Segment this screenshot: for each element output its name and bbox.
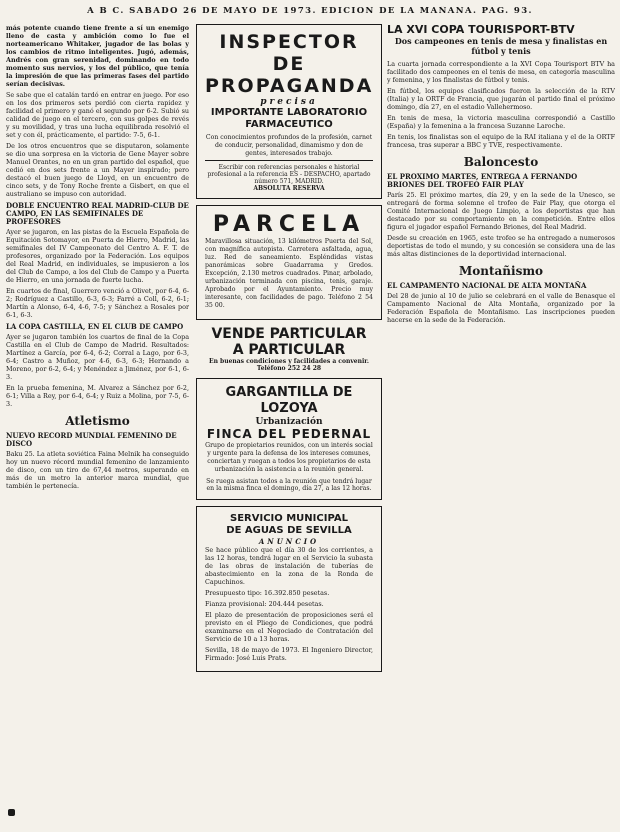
article-paragraph: Ayer se jugaron también los cuartos de final de la Copa Castilla en el Club de Campo de Madrid. Resultados: Martínez a García, por 6-4, 6-2; Corral a Lago, por 6-3, 6-4; Castro a Muñoz, por 4-6, 6-3, 6-3; Hernando a Moreno, por 6-2, 6-4; y Menéndez a Jiménez, por 6-1, 6-3. (6, 333, 189, 381)
article-paragraph: En tenis, los finalistas son el equipo de la RAI italiana y el de la ORTF francesa, tras superar a BBC y TVE, respectivamente. (387, 133, 615, 149)
ad-title: INSPECTOR DE (219, 31, 359, 75)
section-heading: NUEVO RECORD MUNDIAL FEMENINO DE DISCO (6, 431, 177, 448)
section-heading: EL CAMPAMENTO NACIONAL DE ALTA MONTAÑA (387, 281, 587, 290)
ad-body: Se hace público que el día 30 de los corrientes, a las 12 horas, tendrá lugar en el Servicio la subasta de las obras de instalación de tuberías de abastecimiento en la zona de la Ronda de Capuchinos. (205, 546, 373, 587)
ad-body: Maravillosa situación, 13 kilómetros Puerta del Sol, con magnífica autopista. Carretera asfaltada, agua, luz. Red de saneamiento. Espléndidas vistas panorámicas sobre Guadarrama y Gredos. Excepción, 2.130 metros cuadrados. Pinar, arbolado, urbanización terminada con piscina, tenis, garaje. Aprobado por el Ayuntamiento. Precio muy interesante, con facilidades de pago. Teléfono 2 54 35 00. (205, 238, 373, 310)
article-paragraph: En cuartos de final, Guerrero venció a Olivet, por 6-4, 6-2; Rodríguez a Castillo, 6-3, 6-3; Farré a Coll, 6-2, 6-1; Martín a Alonso, 6-4, 4-6, 7-5; y Sánchez a Rosales por 6-1, 6-3. (6, 287, 189, 319)
ad-body: Grupo de propietarios reunidos, con un interés social y urgente para la defensa de los intereses comunes, conciertan y ruegan a todos los propietarios de esta urbanización la asistencia a la reunión general. (205, 442, 373, 473)
section-title: Baloncesto (463, 155, 539, 169)
ad-title: GARGANTILLA DE LOZOYA (225, 385, 353, 417)
article-paragraph: Se sabe que el catalán tardó en entrar en juego. Por eso en los dos primeros sets perdió con cierta rapidez y facilidad el primero y ganó el segundo por 6-2. Subió su calidad de juego en el tercero, con sus golpes de revés y su movilidad, y tras una lucha equilibrada resolvió el set y con él, prácticamente, el partido: 7-5, 6-1. (6, 91, 189, 139)
page-mark (8, 809, 15, 816)
ad-title: FINCA DEL PEDERNAL (206, 427, 372, 442)
ad-parcela (196, 205, 382, 320)
ad-vende (196, 326, 382, 372)
column-middle-ads (196, 24, 382, 824)
ad-title: VENDE PARTICULAR (211, 326, 367, 343)
ad-subtitle: ANUNCIO (258, 537, 320, 547)
article-title: LA XVI COPA TOURISPORT-BTV (387, 24, 575, 36)
section-title: Montañismo (458, 264, 544, 278)
ad-body: Presupuesto tipo: 16.392.850 pesetas. (205, 589, 330, 598)
article-paragraph: De los otros encuentros que se disputaron, solamente se dio una sorpresa en la victoria de Gene Mayer sobre Manuel Orantes, no en un gran partido del español, que cedió en dos sets frente a un Mayer inspirado; pero destacó el buen juego de Lloyd, en un encuentro de cinco sets, y de Tony Roche frente a Gisbert, en que el australiano se impuso con autoridad. (6, 142, 189, 198)
ad-title: PROPAGANDA (205, 75, 374, 97)
article-paragraph: Desde su creación en 1965, este trofeo se ha entregado a numerosos deportistas de todo el mundo, y su concesión se considera una de las más altas distinciones de la deportividad internacional. (387, 234, 615, 258)
section-heading: EL PROXIMO MARTES, ENTREGA A FERNANDO BRIONES DEL TROFEO FAIR PLAY (387, 172, 578, 189)
ad-servicio (196, 506, 382, 672)
ad-title: SERVICIO MUNICIPAL (230, 513, 348, 525)
article-paragraph: Del 28 de junio al 10 de julio se celebrará en el valle de Benasque el Campamento Nacional de Alta Montaña, organizado por la Federación Española de Montañismo. Las inscripciones pueden hacerse en la sede de la Federación. (387, 292, 615, 324)
column-left (6, 24, 189, 824)
ad-body: El plazo de presentación de proposiciones será el previsto en el Pliego de Condiciones, que podrá examinarse en el Negociado de Contratación del Servicio de 10 a 13 horas. (205, 611, 373, 644)
ad-note: En buenas condiciones y facilidades a convenir. Teléfono 252 24 28 (209, 358, 369, 373)
article-paragraph: La cuarta jornada correspondiente a la XVI Copa Tourisport BTV ha facilitado dos campeones en el tenis de mesa, en categoría masculina y femenina, y los finalistas de fútbol y tenis. (387, 60, 615, 84)
ad-title: DE AGUAS DE SEVILLA (226, 525, 352, 537)
ad-footer: ABSOLUTA RESERVA (253, 185, 325, 193)
ad-title: A PARTICULAR (232, 342, 346, 359)
article-paragraph: París 25. El próximo martes, día 29, y en la sede de la Unesco, se entregará de forma solemne el trofeo de Fair Play, que otorga el Comité Internacional de Juego Limpio, a los deportistas que han destacado por su comportamiento en la competición. Entre ellos figura el jugador español Fernando Briones, del Real Madrid. (387, 191, 615, 231)
ad-body: Con conocimientos profundos de la profesión, carnet de conducir, personalidad, dinamismo y don de gentes, interesados trabajo. (205, 134, 373, 157)
ad-inspector (196, 24, 382, 199)
ad-subtitle: Urbanización (255, 417, 323, 428)
article-paragraph: En fútbol, los equipos clasificados fueron la selección de la RTV (Italia) y la ORTF de Francia, que jugarán el partido final el próximo domingo, día 27, en el estadio Vallehermoso. (387, 87, 615, 111)
ad-body: Sevilla, 18 de mayo de 1973. El Ingeniero Director, Firmado: José Luis Prats. (205, 646, 373, 663)
ad-company: IMPORTANTE LABORATORIO (210, 107, 368, 118)
ad-note: Se ruega asistan todos a la reunión que tendrá lugar en la misma finca el domingo, día 27, a las 12 horas. (206, 477, 372, 493)
article-paragraph: Ayer se jugaron, en las pistas de la Escuela Española de Equitación Sotomayor, en Puerta de Hierro, Madrid, las semifinales del IV Campeonato del Centro A. F. T. de profesores, organizado por la Federación. Los equipos del Real Madrid, en individuales, se impusieron a los del Club de Campo, a los del Club de Campo y a Puerta de Hierro, en una jornada de fuerte lucha. (6, 228, 189, 284)
ad-note: Escribir con referencias personales e historial profesional a la referencia ES - DESPACHO, apartado número 571, MADRID. (207, 164, 371, 186)
ad-lozoya (196, 378, 382, 500)
article-paragraph: En tenis de mesa, la victoria masculina correspondió a Castillo (España) y la femenina a la francesa Suzanne Laroche. (387, 114, 615, 130)
article-paragraph: Baku 25. La atleta soviética Faina Melnik ha conseguido hoy un nuevo récord mundial femenino de lanzamiento de disco, con un tiro de 67,44 metros, superando en más de un metro la anterior marca mundial, que también le pertenecía. (6, 450, 189, 490)
article-paragraph: En la prueba femenina, M. Alvarez a Sánchez por 6-2, 6-1; Villa a Rey, por 6-4, 6-4; y Ruiz a Molina, por 7-5, 6-3. (6, 384, 189, 408)
ad-body: Fianza provisional: 204.444 pesetas. (205, 600, 324, 609)
section-heading: LA COPA CASTILLA, EN EL CLUB DE CAMPO (6, 322, 184, 331)
ad-subtitle: precisa (260, 97, 318, 107)
page-header: A B C. SABADO 26 DE MAYO DE 1973. EDICION DE LA MAÑANA. PAG. 93. (87, 6, 533, 16)
ad-title: PARCELA (212, 212, 366, 238)
article-subtitle: Dos campeones en tenis de mesa y finalistas en fútbol y tenis (394, 36, 608, 56)
section-title: Atletismo (65, 414, 130, 428)
divider (205, 160, 373, 161)
section-heading: DOBLE ENCUENTRO REAL MADRID-CLUB DE CAMPO, EN LAS SEMIFINALES DE PROFESORES (6, 201, 189, 226)
column-right (387, 24, 615, 824)
ad-company: FARMACEUTICO (245, 119, 333, 130)
article-paragraph: más potente cuando tiene frente a sí un enemigo lleno de casta y ambición como lo fue el norteamericano Whitaker, jugador de las bolas y los cambios de ritmo inteligentes. Jugó, además, Andrés con gran serenidad, dominando en todo momento sus nervios, y los del público, que tenía la impresión de que las primeras fases del partido serían decisivas. (6, 24, 189, 88)
